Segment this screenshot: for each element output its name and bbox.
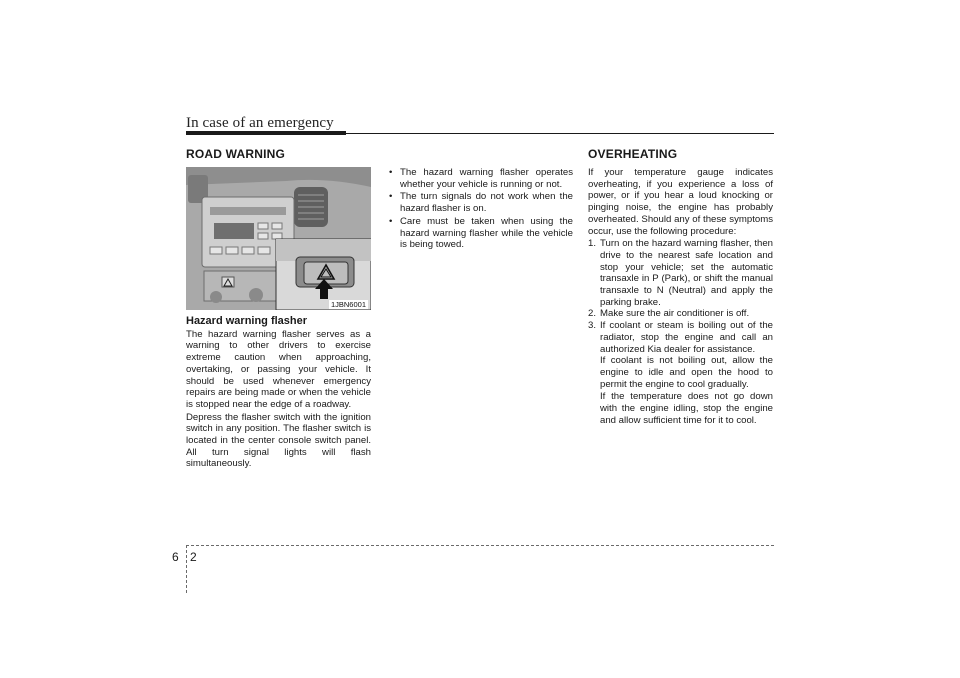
step-text: Turn on the hazard warning flasher, then drive to the nearest safe location and stop your vehicle; set the automatic transaxle in P (Park), or shift the manual transaxle to N (Neutral) and apply the parking brake. xyxy=(600,238,773,308)
list-item: • The hazard warning flasher operates whether your vehicle is running or not. xyxy=(386,167,573,190)
footer-vertical-rule xyxy=(186,545,187,593)
footer-rule xyxy=(186,545,774,546)
step-text: Make sure the air conditioner is off. xyxy=(600,308,750,320)
step-text: If coolant or steam is boiling out of the radiator, stop the engine and call an authorized Kia dealer for assistance. xyxy=(600,320,773,355)
step-number: 1. xyxy=(588,238,597,250)
overheating-heading: OVERHEATING xyxy=(588,147,678,161)
road-warning-heading: ROAD WARNING xyxy=(186,147,286,161)
list-item: • Care must be taken when using the hazard warning flasher while the vehicle is being towed. xyxy=(386,216,573,251)
road-warning-body xyxy=(186,316,371,471)
step-number: 3. xyxy=(588,320,597,332)
list-item: • The turn signals do not work when the hazard flasher is on. xyxy=(386,191,573,214)
hazard-flasher-figure xyxy=(186,167,371,310)
hazard-flasher-subheading: Hazard warning flasher xyxy=(186,315,308,327)
page-number: 2 xyxy=(190,550,197,564)
header-rule-thick xyxy=(186,131,346,135)
page-header-title: In case of an emergency xyxy=(186,115,334,131)
overheating-body xyxy=(588,167,773,427)
hazard-notes-column xyxy=(386,167,573,252)
list-item xyxy=(588,308,773,320)
hazard-flasher-paragraph: Depress the flasher switch with the ignition switch in any position. The flasher switch is located in the center console switch panel. All turn signal lights will flash simultaneously. xyxy=(186,411,371,470)
list-item xyxy=(588,238,773,308)
dashboard-illustration xyxy=(186,167,371,310)
hazard-notes-list xyxy=(386,167,573,251)
chapter-number: 6 xyxy=(172,550,179,564)
step-note: If coolant is not boiling out, allow the engine to idle and open the hood to permit the engine to cool gradually. xyxy=(600,355,773,390)
overheating-intro: If your temperature gauge indicates overheating, if you experience a loss of power, or if you hear a loud knocking or pinging noise, the engine has probably overheated. Should any of these symptoms occur, use the following procedure: xyxy=(588,167,773,237)
figure-code-label: 1JBN6001 xyxy=(330,300,366,309)
list-item xyxy=(588,320,773,355)
overheating-steps xyxy=(588,238,773,355)
step-note: If the temperature does not go down with the engine idling, stop the engine and allow sufficient time for it to cool. xyxy=(600,391,773,426)
header-rule-thin xyxy=(346,133,774,134)
step-number: 2. xyxy=(588,308,597,320)
hazard-flasher-paragraph: The hazard warning flasher serves as a warning to other drivers to exercise extreme caution when approaching, overtaking, or passing your vehicle. It should be used whenever emergency repairs are being made or when the vehicle is stopped near the edge of a roadway. xyxy=(186,328,371,410)
